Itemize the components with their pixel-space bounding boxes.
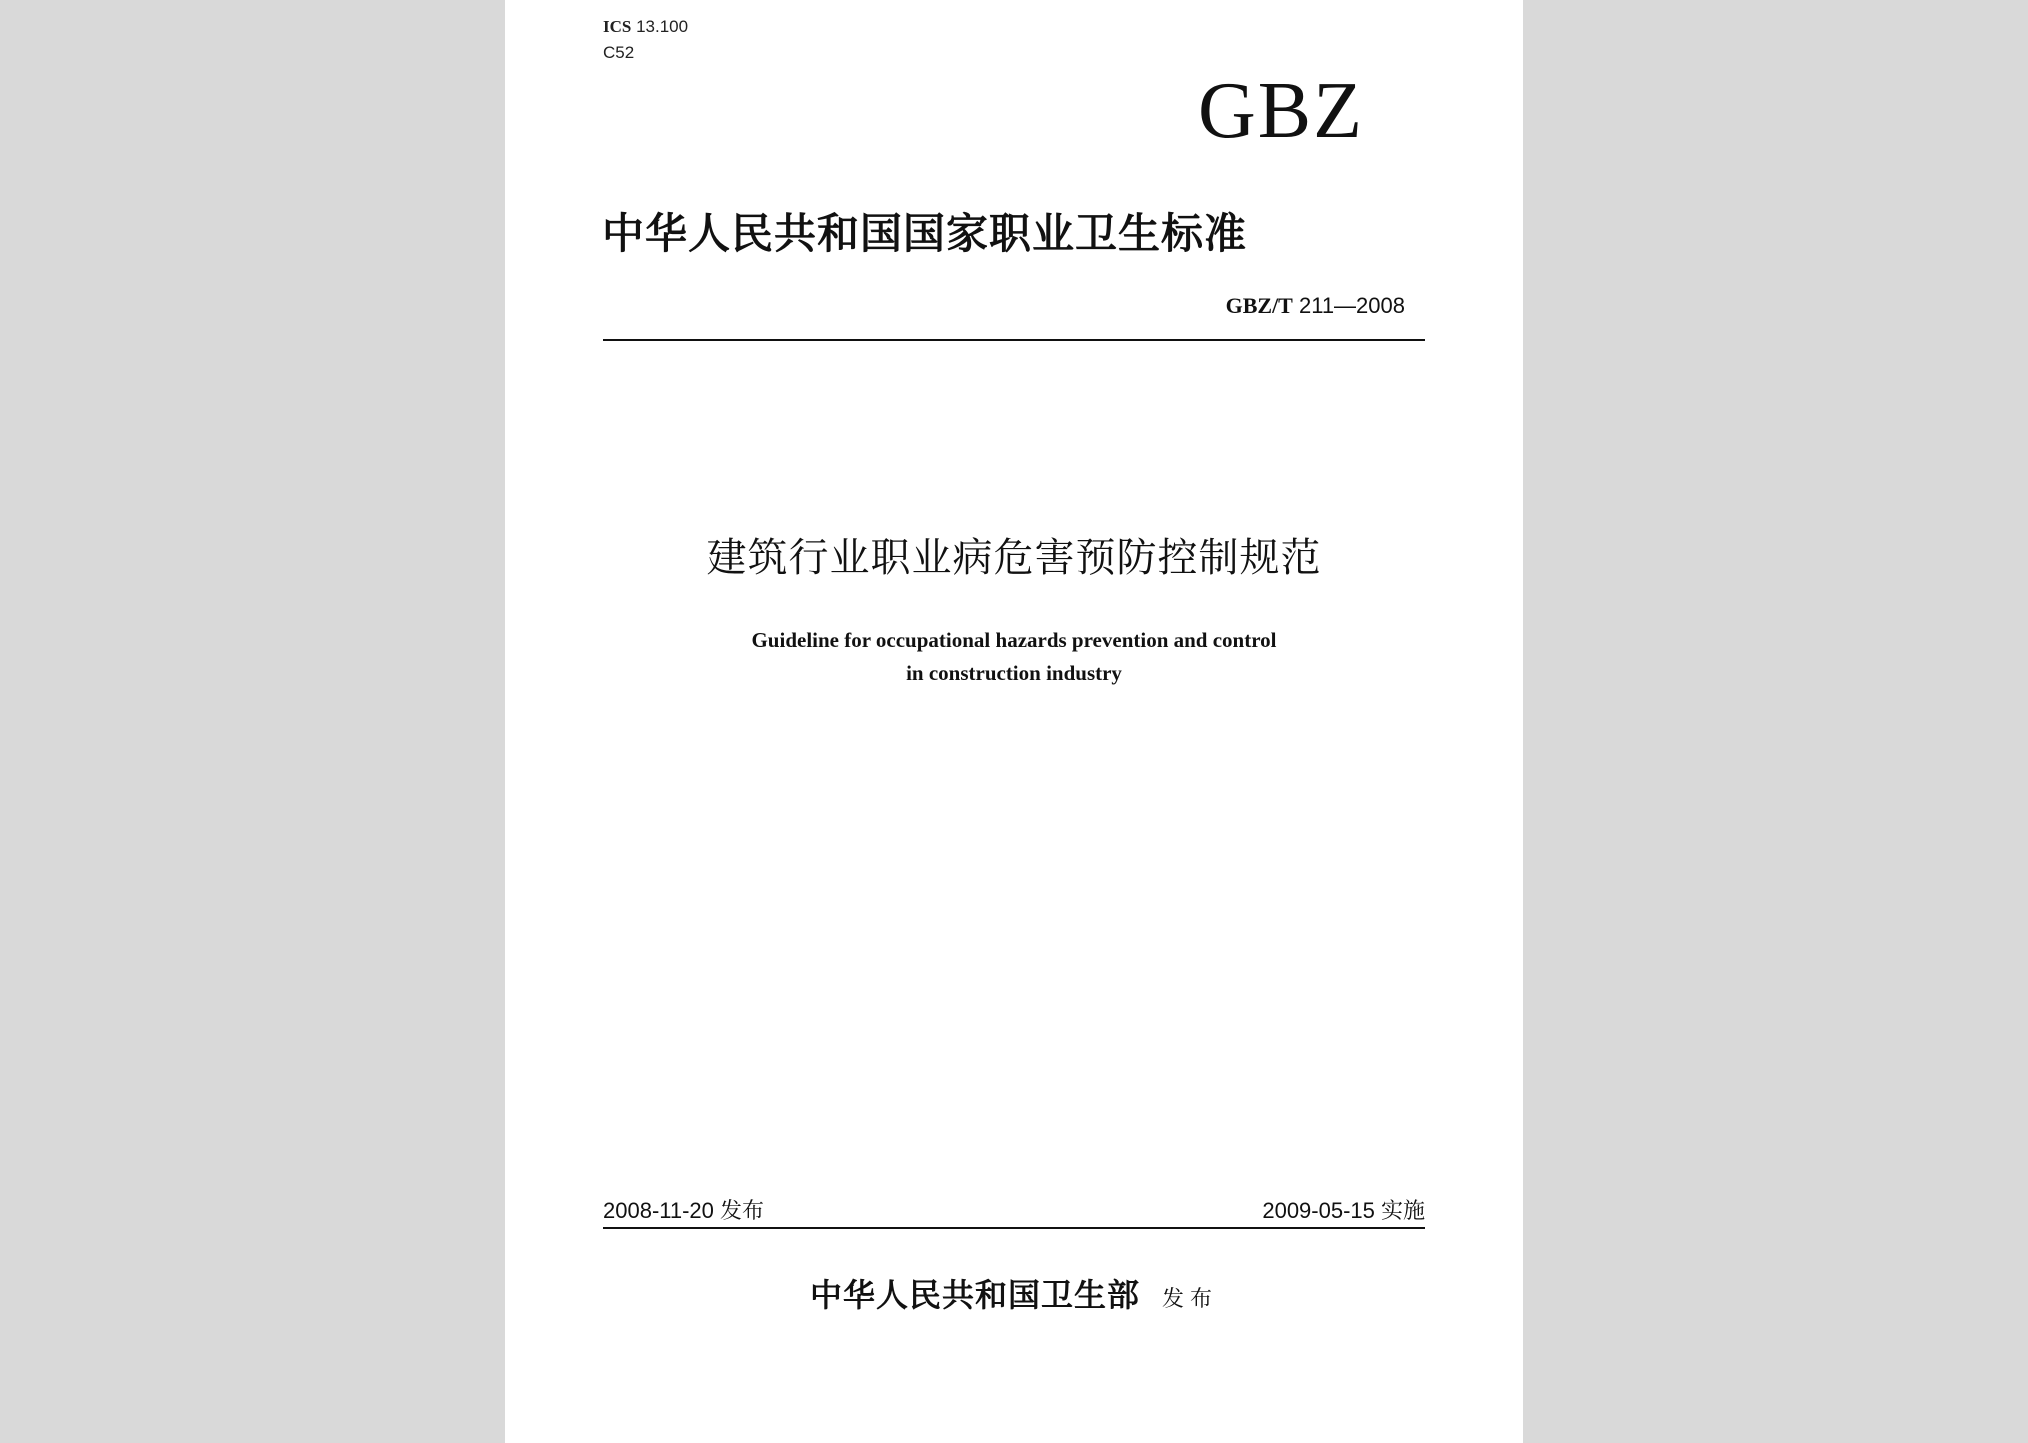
issuer-action: 发布 — [1162, 1287, 1219, 1312]
standard-number-value: 211—2008 — [1298, 293, 1405, 318]
document-page — [505, 0, 1523, 1443]
top-divider — [603, 339, 1425, 341]
issue-date: 2008-11-20 发布 — [603, 1198, 765, 1223]
document-title-cn: 建筑行业职业病危害预防控制规范 — [706, 535, 1322, 581]
ics-number: 13.100 — [636, 17, 689, 36]
standard-number — [1226, 292, 1405, 320]
document-title-en — [505, 624, 1523, 690]
title-en-line1: Guideline for occupational hazards prevention and control — [751, 628, 1277, 652]
title-en-line2: in construction industry — [906, 661, 1122, 685]
ics-prefix: ICS — [603, 17, 632, 36]
date-row — [603, 1196, 1425, 1226]
standard-number-prefix: GBZ/T — [1225, 293, 1293, 318]
classification-codes — [603, 14, 688, 66]
bottom-divider — [603, 1227, 1425, 1229]
ics-code — [603, 14, 688, 40]
effective-date: 2009-05-15 实施 — [1262, 1198, 1425, 1223]
ccs-code: C52 — [603, 43, 635, 62]
standard-title: 中华人民共和国国家职业卫生标准 — [602, 209, 1248, 258]
gbz-logo: GBZ — [1198, 67, 1364, 155]
issuer-org: 中华人民共和国卫生部 — [809, 1276, 1140, 1314]
issuer-line — [505, 1272, 1523, 1318]
